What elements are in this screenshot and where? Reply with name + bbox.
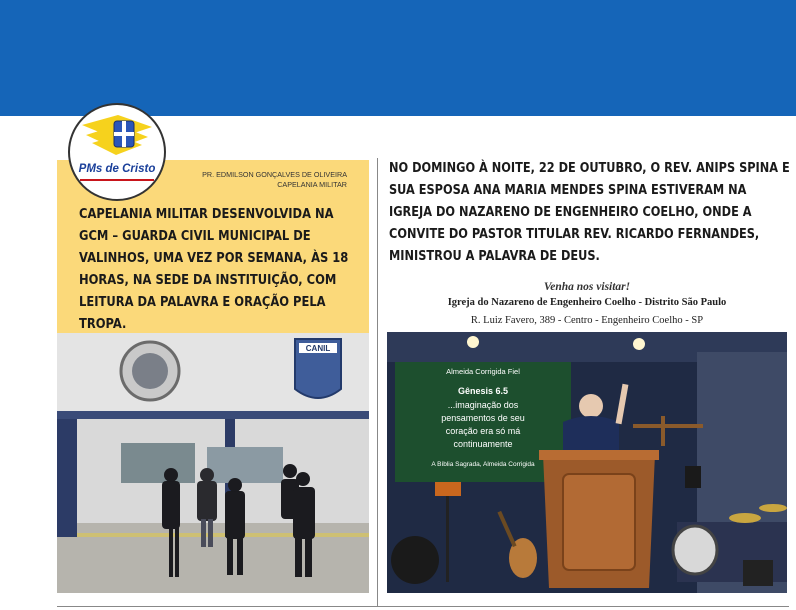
slide-line-4: continuamente <box>453 439 513 449</box>
brazil-flag-shield-icon <box>78 115 154 167</box>
byline-author: PR. EDMILSON GONÇALVES DE OLIVEIRA <box>202 170 347 179</box>
church-photo <box>387 332 787 593</box>
header-banner <box>0 0 796 116</box>
slide-line-1: ...imaginação dos <box>447 400 519 410</box>
church-address: R. Luiz Favero, 389 - Centro - Engenheiro Coelho - SP <box>470 315 704 326</box>
left-article-text: CAPELANIA MILITAR DESENVOLVIDA NA GCM – GUARDA CIVIL MUNICIPAL DE VALINHOS, UMA VEZ POR SEMANA, ÀS 18 HORAS, NA SEDE DA INSTITUIÇÃO, COM LEITURA DA PALAVRA E ORAÇÃO PELA TROPA. <box>79 207 349 332</box>
preacher-photo <box>387 332 787 593</box>
church-name: Igreja do Nazareno de Engenheiro Coelho - Distrito São Paulo <box>447 297 727 308</box>
canil-sign-text: CANIL <box>305 344 331 353</box>
right-article-text: NO DOMINGO À NOITE, 22 DE OUTUBRO, O REV. ANIPS SPINA E SUA ESPOSA ANA MARIA MENDES SPINA ESTIVERAM NA IGREJA DO NAZARENO DE ENGENHEIRO COELHO, ONDE A CONVITE DO PASTOR TITULAR REV. RICARDO FERNANDES, MINISTROU A PALAVRA DE DEUS. <box>389 161 790 264</box>
invite-text: Venha nos visitar! <box>543 281 631 293</box>
logo-text: PMs de Cristo <box>78 163 156 175</box>
byline-role: CAPELANIA MILITAR <box>277 180 347 189</box>
slide-header: Almeida Corrigida Fiel <box>446 367 520 376</box>
slide-footer: A Bíblia Sagrada, Almeida Corrigida <box>431 461 535 468</box>
pms-de-cristo-logo <box>68 103 166 201</box>
byline <box>202 170 347 190</box>
logo-underline <box>80 179 154 181</box>
bottom-rule <box>57 606 789 607</box>
slide-reference: Gênesis 6.5 <box>457 386 509 396</box>
column-divider <box>377 158 378 606</box>
slide-line-2: pensamentos de seu <box>441 413 525 423</box>
gcm-photo <box>57 333 369 593</box>
gcm-meeting-photo <box>57 333 369 593</box>
slide-line-3: coração era só má <box>445 426 521 436</box>
